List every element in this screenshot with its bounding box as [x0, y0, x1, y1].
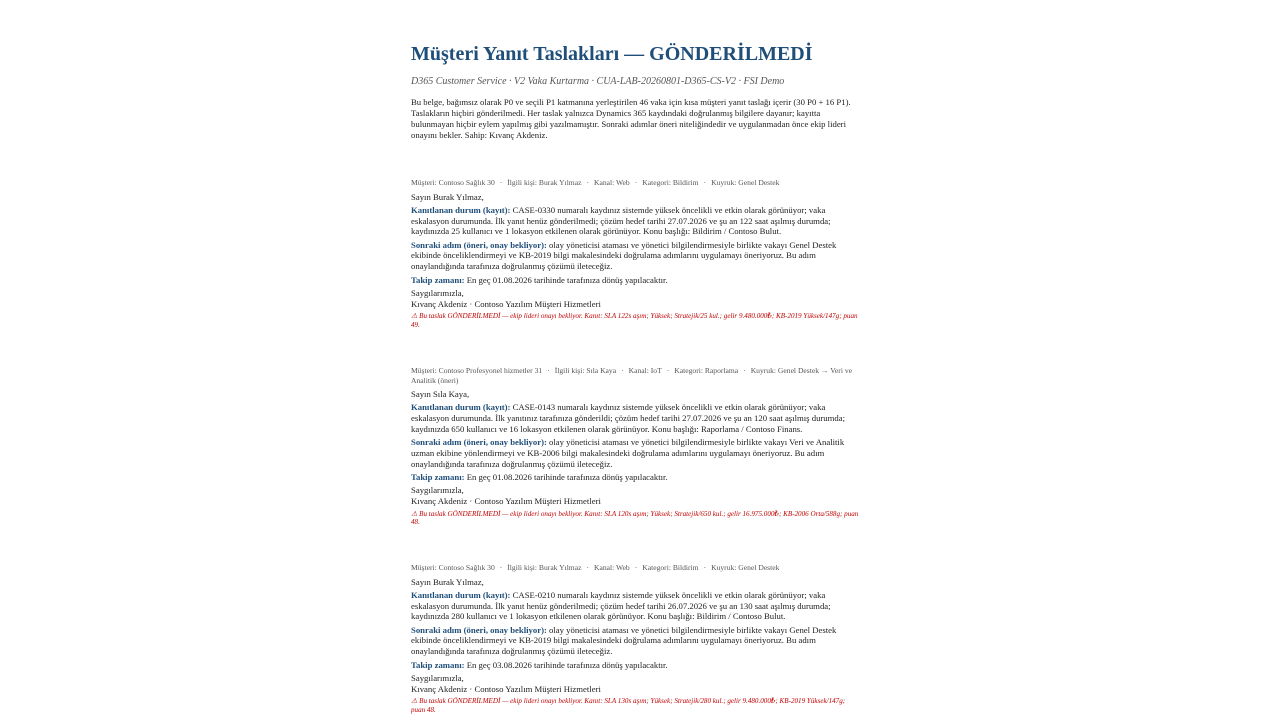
- draft-closing: Saygılarımızla,: [411, 672, 464, 683]
- meta-contact: İlgili kişi: Burak Yılmaz: [507, 178, 582, 187]
- evidence-text: CASE-0143 numaralı kaydınız sistemde yüksek öncelikli ve etkin olarak görünüyor; vaka eskalasyon durumunda. İlk yanıtınız tarafınıza gönderildi; çözüm hedef tarihi 27.07.2026 ve şu an 120 saat aşılmış durumda; kaydınızda 650 kullanıcı ve 16 lokasyon etkilenen olarak görünüyor. Konu başlığı: Raporlama / Contoso Finans.: [411, 402, 846, 434]
- draft-section-1: [411, 178, 861, 329]
- intro-paragraph: Bu belge, bağımsız olarak P0 ve seçili P1 katmanına yerleştirilen 46 vaka için kısa müşteri yanıt taslağı içerir (30 P0 + 16 P1). Taslakların hiçbiri gönderilmedi. Her taslak yalnızca Dynamics 365 kaydındaki doğrulanmış bilgilere dayanır; kayıtta bulunmayan hiçbir eylem yapılmış gibi yazılmamıştır. Sonraki adımlar öneri niteliğindedir ve uygulanmadan önce ekip lideri onayını bekler. Sahip: Kıvanç Akdeniz.: [411, 97, 851, 140]
- draft-next-step: [411, 240, 861, 272]
- meta-channel: Kanal: Web: [593, 563, 630, 572]
- draft-section-3: [411, 563, 861, 714]
- next-step-text: olay yöneticisi ataması ve yönetici bilgilendirmesiyle birlikte vakayı Genel Destek ekibinde önceliklendirmeyi ve KB-2019 bilgi makalesindeki doğrulama adımlarını uygulamayı öneriyoruz. Bu adım onaylandığında tarafınıza doğrulanmış çözümü ileteceğiz.: [411, 239, 837, 272]
- meta-category: Kategori: Raporlama: [674, 366, 739, 375]
- followup-text: En geç 01.08.2026 tarihinde tarafınıza dönüş yapılacaktır.: [466, 472, 668, 483]
- draft-followup: [411, 275, 861, 286]
- followup-label: Takip zamanı:: [411, 659, 465, 670]
- meta-customer: Müşteri: Contoso Profesyonel hizmetler 31: [411, 366, 543, 375]
- followup-text: En geç 01.08.2026 tarihinde tarafınıza dönüş yapılacaktır.: [466, 274, 668, 285]
- meta-channel: Kanal: Web: [593, 178, 630, 187]
- meta-queue: Kuyruk: Genel Destek: [711, 563, 780, 572]
- draft-signature: Kıvanç Akdeniz · Contoso Yazılım Müşteri Hizmetleri: [411, 298, 601, 309]
- meta-category: Kategori: Bildirim: [642, 178, 699, 187]
- draft-evidence: [411, 590, 861, 622]
- followup-label: Takip zamanı:: [411, 274, 465, 285]
- draft-meta: Müşteri: Contoso Sağlık 30 · İlgili kişi: Burak Yılmaz · Kanal: Web · Kategori: Bildirim · Kuyruk: Genel Destek: [411, 178, 780, 187]
- draft-warning: ⚠ Bu taslak GÖNDERİLMEDİ — ekip lideri onayı bekliyor. Kanıt: SLA 130s aşım; Yüksek; Stratejik/280 kul.; gelir 9.480.000₺; KB-2019 Yüksek/147g; puan 48.: [411, 697, 846, 714]
- evidence-text: CASE-0210 numaralı kaydınız sistemde yüksek öncelikli ve etkin olarak görünüyor; vaka eskalasyon durumunda. İlk yanıt henüz gönderilmedi; çözüm hedef tarihi 26.07.2026 ve şu an 130 saat aşılmış durumda; kaydınızda 280 kullanıcı ve 1 lokasyon etkilenen olarak görünüyor. Konu başlığı: Bildirim / Contoso Bulut.: [411, 589, 831, 622]
- next-step-text: olay yöneticisi ataması ve yönetici bilgilendirmesiyle birlikte vakayı Veri ve Analitik uzman ekibine yönlendirmeyi ve KB-2006 bilgi makalesindeki doğrulama adımlarını uygulamayı öneriyoruz. Bu adım onaylandığında tarafınıza doğrulanmış çözümü ileteceğiz.: [411, 437, 845, 469]
- next-step-label: Sonraki adım (öneri, onay bekliyor):: [411, 624, 547, 635]
- draft-evidence: [411, 402, 861, 434]
- draft-signature: Kıvanç Akdeniz · Contoso Yazılım Müşteri Hizmetleri: [411, 683, 601, 694]
- draft-section-2: [411, 366, 861, 527]
- evidence-label: Kanıtlanan durum (kayıt):: [411, 402, 511, 413]
- draft-signature: Kıvanç Akdeniz · Contoso Yazılım Müşteri Hizmetleri: [411, 496, 601, 507]
- draft-closing: Saygılarımızla,: [411, 287, 464, 298]
- meta-queue: Kuyruk: Genel Destek: [711, 178, 780, 187]
- evidence-text: CASE-0330 numaralı kaydınız sistemde yüksek öncelikli ve etkin olarak görünüyor; vaka eskalasyon durumunda. İlk yanıt henüz gönderilmedi; çözüm hedef tarihi 27.07.2026 ve şu an 122 saat aşılmış durumda; kaydınızda 25 kullanıcı ve 1 lokasyon etkilenen olarak görünüyor. Konu başlığı: Bildirim / Contoso Bulut.: [411, 204, 831, 237]
- draft-greeting: Sayın Burak Yılmaz,: [411, 576, 484, 587]
- followup-label: Takip zamanı:: [411, 472, 465, 483]
- followup-text: En geç 03.08.2026 tarihinde tarafınıza dönüş yapılacaktır.: [466, 659, 668, 670]
- draft-next-step: [411, 625, 861, 657]
- meta-category: Kategori: Bildirim: [642, 563, 699, 572]
- draft-warning: ⚠ Bu taslak GÖNDERİLMEDİ — ekip lideri onayı bekliyor. Kanıt: SLA 120s aşım; Yüksek; Stratejik/650 kul.; gelir 16.975.000₺; KB-2006 Orta/588g; puan 48.: [411, 509, 859, 527]
- evidence-label: Kanıtlanan durum (kayıt):: [411, 204, 511, 215]
- meta-contact: İlgili kişi: Burak Yılmaz: [507, 563, 582, 572]
- meta-channel: Kanal: IoT: [628, 366, 662, 375]
- draft-warning: ⚠ Bu taslak GÖNDERİLMEDİ — ekip lideri onayı bekliyor. Kanıt: SLA 122s aşım; Yüksek; Stratejik/25 kul.; gelir 9.480.000₺; KB-2019 Yüksek/147g; puan 49.: [411, 312, 858, 329]
- draft-evidence: [411, 205, 861, 237]
- page-title: Müşteri Yanıt Taslakları — GÖNDERİLMEDİ: [411, 43, 813, 65]
- meta-queue: Kuyruk: Genel Destek → Veri ve Analitik (öneri): [411, 366, 852, 385]
- meta-contact: İlgili kişi: Sıla Kaya: [554, 366, 617, 375]
- meta-customer: Müşteri: Contoso Sağlık 30: [411, 563, 495, 572]
- next-step-label: Sonraki adım (öneri, onay bekliyor):: [411, 239, 547, 250]
- draft-greeting: Sayın Burak Yılmaz,: [411, 191, 484, 202]
- draft-closing: Saygılarımızla,: [411, 485, 464, 496]
- draft-meta: Müşteri: Contoso Profesyonel hizmetler 31 · İlgili kişi: Sıla Kaya · Kanal: IoT · Kategori: Raporlama · Kuyruk: Genel Destek → Veri ve Analitik (öneri): [411, 366, 852, 385]
- draft-followup: [411, 660, 861, 671]
- page-subtitle: D365 Customer Service · V2 Vaka Kurtarma · CUA-LAB-20260801-D365-CS-V2 · FSI Demo: [411, 76, 785, 87]
- draft-next-step: [411, 437, 861, 469]
- draft-meta: Müşteri: Contoso Sağlık 30 · İlgili kişi: Burak Yılmaz · Kanal: Web · Kategori: Bildirim · Kuyruk: Genel Destek: [411, 563, 780, 572]
- next-step-text: olay yöneticisi ataması ve yönetici bilgilendirmesiyle birlikte vakayı Genel Destek ekibinde önceliklendirmeyi ve KB-2019 bilgi makalesindeki doğrulama adımlarını uygulamayı öneriyoruz. Bu adım onaylandığında tarafınıza doğrulanmış çözümü ileteceğiz.: [411, 624, 837, 657]
- draft-followup: [411, 472, 861, 483]
- meta-customer: Müşteri: Contoso Sağlık 30: [411, 178, 495, 187]
- draft-greeting: Sayın Sıla Kaya,: [411, 389, 470, 399]
- next-step-label: Sonraki adım (öneri, onay bekliyor):: [411, 437, 547, 448]
- evidence-label: Kanıtlanan durum (kayıt):: [411, 589, 511, 600]
